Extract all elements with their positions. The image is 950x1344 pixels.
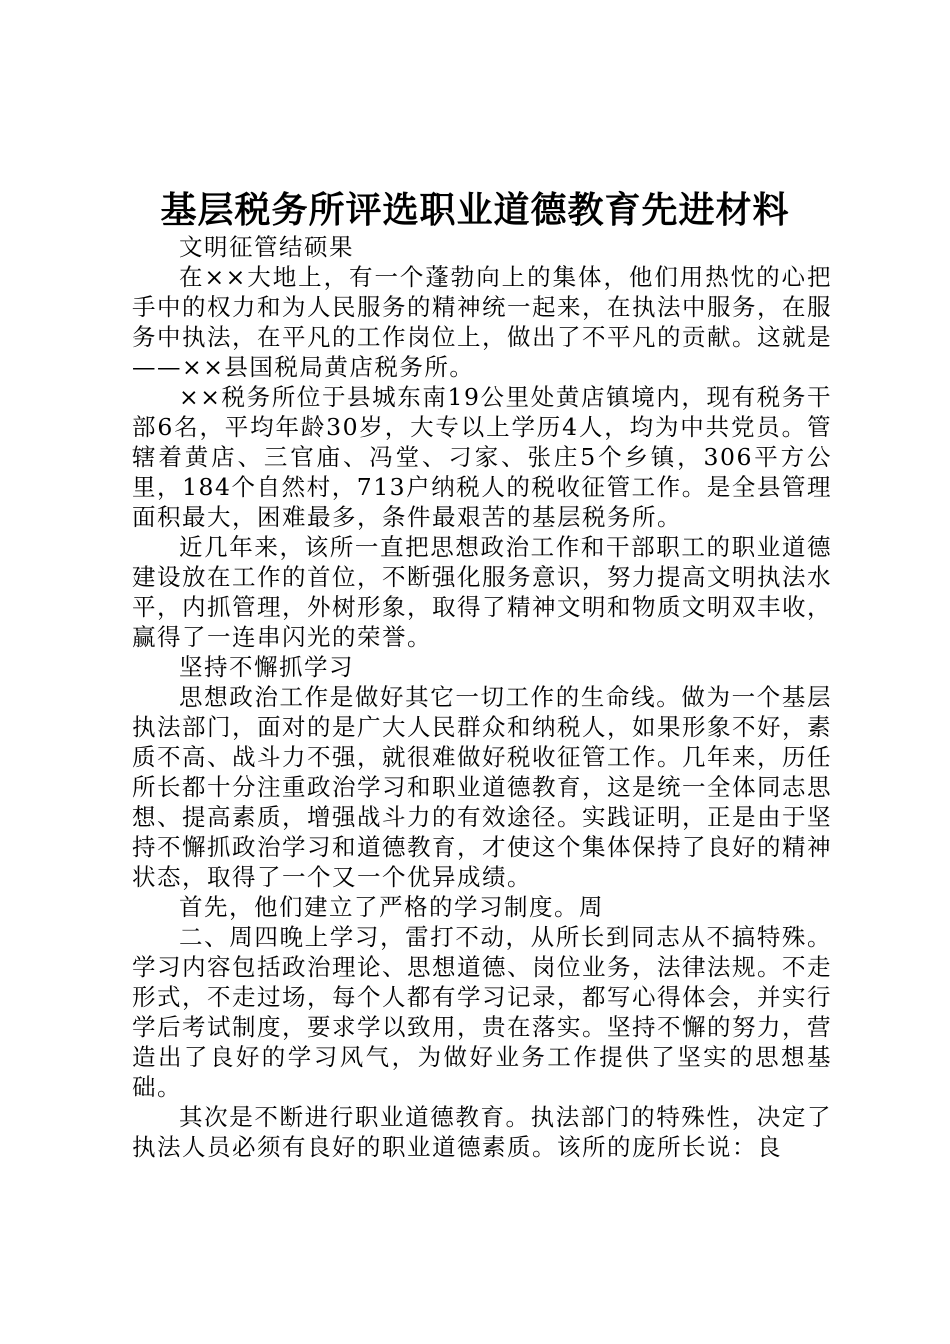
section-heading: 文明征管结硕果 [179, 233, 354, 261]
paragraph: 思想政治工作是做好其它一切工作的生命线。做为一个基层执法部门，面对的是广大人民群众和纳税人，如果形象不好，素质不高、战斗力不强，就很难做好税收征管工作。几年来，历任所长都十分注重政治学习和职业道德教育，这是统一全体同志思想、提高素质，增强战斗力的有效途径。实践证明，正是由于坚持不懈抓政治学习和道德教育，才使这个集体保持了良好的精神状态，取得了一个又一个优异成绩。 [132, 683, 832, 891]
section-heading: 坚持不懈抓学习 [179, 653, 354, 681]
paragraph: 近几年来，该所一直把思想政治工作和干部职工的职业道德建设放在工作的首位，不断强化服务意识，努力提高文明执法水平，内抓管理，外树形象，取得了精神文明和物质文明双丰收，赢得了一连串闪光的荣誉。 [132, 533, 832, 651]
paragraph: 在××大地上，有一个蓬勃向上的集体，他们用热忱的心把手中的权力和为人民服务的精神统一起来，在执法中服务，在服务中执法，在平凡的工作岗位上，做出了不平凡的贡献。这就是——××县国税局黄店税务所。 [132, 263, 832, 381]
paragraph: ××税务所位于县城东南19公里处黄店镇境内，现有税务干部6名，平均年龄30岁，大专以上学历4人，均为中共党员。管辖着黄店、三官庙、冯堂、刁家、张庄5个乡镇，306平方公里，184个自然村，713户纳税人的税收征管工作。是全县管理面积最大，困难最多，条件最艰苦的基层税务所。 [132, 383, 832, 531]
document-body [132, 232, 832, 1162]
paragraph: 其次是不断进行职业道德教育。执法部门的特殊性，决定了执法人员必须有良好的职业道德素质。该所的庞所长说：良 [132, 1103, 832, 1161]
document-title: 基层税务所评选职业道德教育先进材料 [160, 189, 790, 231]
paragraph: 二、周四晚上学习，雷打不动，从所长到同志从不搞特殊。学习内容包括政治理论、思想道德、岗位业务，法律法规。不走形式，不走过场，每个人都有学习记录，都写心得体会，并实行学后考试制度，要求学以致用，贵在落实。坚持不懈的努力，营造出了良好的学习风气，为做好业务工作提供了坚实的思想基础。 [132, 923, 832, 1101]
paragraph: 首先，他们建立了严格的学习制度。周 [179, 893, 604, 921]
